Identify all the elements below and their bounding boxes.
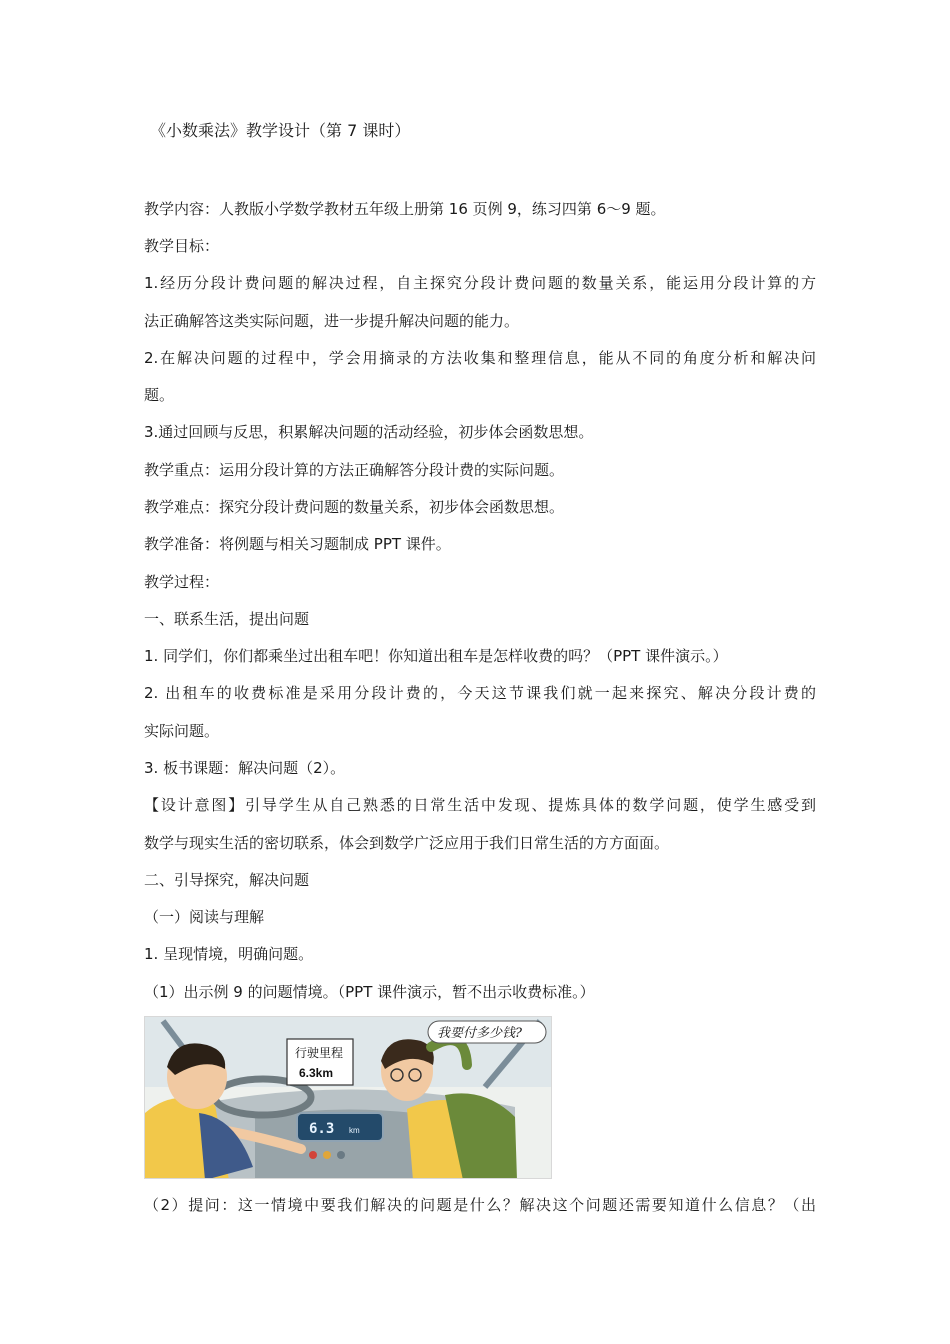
meter-unit: km <box>349 1126 360 1135</box>
section-heading: 一、联系生活，提出问题 <box>144 610 310 628</box>
sign-label: 行驶里程 <box>295 1046 344 1060</box>
paragraph-line: 教学目标： <box>144 237 220 255</box>
paragraph-line: 教学准备：将例题与相关习题制成 PPT 课件。 <box>144 535 451 553</box>
paragraph-line: 2. 出租车的收费标准是采用分段计费的，今天这节课我们就一起来探究、解决分段计费的 <box>144 684 816 702</box>
taxi-illustration <box>144 1016 552 1179</box>
paragraph-line: 题。 <box>144 386 175 404</box>
paragraph-line: 3.通过回顾与反思，积累解决问题的活动经验，初步体会函数思想。 <box>144 423 594 441</box>
speech-bubble-text: 我要付多少钱? <box>437 1026 522 1041</box>
paragraph-line: 法正确解答这类实际问题，进一步提升解决问题的能力。 <box>144 312 520 330</box>
paragraph-line: 3. 板书课题：解决问题（2）。 <box>144 759 346 777</box>
paragraph-line: 教学重点：运用分段计算的方法正确解答分段计费的实际问题。 <box>144 461 565 479</box>
document-title: 《小数乘法》教学设计（第 7 课时） <box>150 121 411 140</box>
subsection-heading: （一）阅读与理解 <box>144 908 265 926</box>
paragraph-line: （1）出示例 9 的问题情境。（PPT 课件演示，暂不出示收费标准。） <box>144 983 595 1001</box>
paragraph-line: 1.经历分段计费问题的解决过程，自主探究分段计费问题的数量关系，能运用分段计算的方 <box>144 274 816 292</box>
paragraph-line: 数学与现实生活的密切联系，体会到数学广泛应用于我们日常生活的方方面面。 <box>144 834 670 852</box>
paragraph-line: 教学难点：探究分段计费问题的数量关系，初步体会函数思想。 <box>144 498 565 516</box>
section-heading: 二、引导探究，解决问题 <box>144 871 310 889</box>
meter-reading: 6.3 <box>309 1121 335 1137</box>
paragraph-line: 实际问题。 <box>144 722 220 740</box>
paragraph-line: 教学内容：人教版小学数学教材五年级上册第 16 页例 9，练习四第 6～9 题。 <box>144 200 666 218</box>
paragraph-line: （2）提问：这一情境中要我们解决的问题是什么？解决这个问题还需要知道什么信息？（出 <box>144 1196 816 1214</box>
sign-value: 6.3km <box>299 1066 334 1080</box>
paragraph-line: 1. 同学们，你们都乘坐过出租车吧！你知道出租车是怎样收费的吗？（PPT 课件演示。） <box>144 647 728 665</box>
design-intent-line: 【设计意图】引导学生从自己熟悉的日常生活中发现、提炼具体的数学问题，使学生感受到 <box>144 796 816 814</box>
paragraph-line: 1. 呈现情境，明确问题。 <box>144 945 314 963</box>
paragraph-line: 教学过程： <box>144 573 220 591</box>
paragraph-line: 2.在解决问题的过程中，学会用摘录的方法收集和整理信息，能从不同的角度分析和解决问 <box>144 349 816 367</box>
